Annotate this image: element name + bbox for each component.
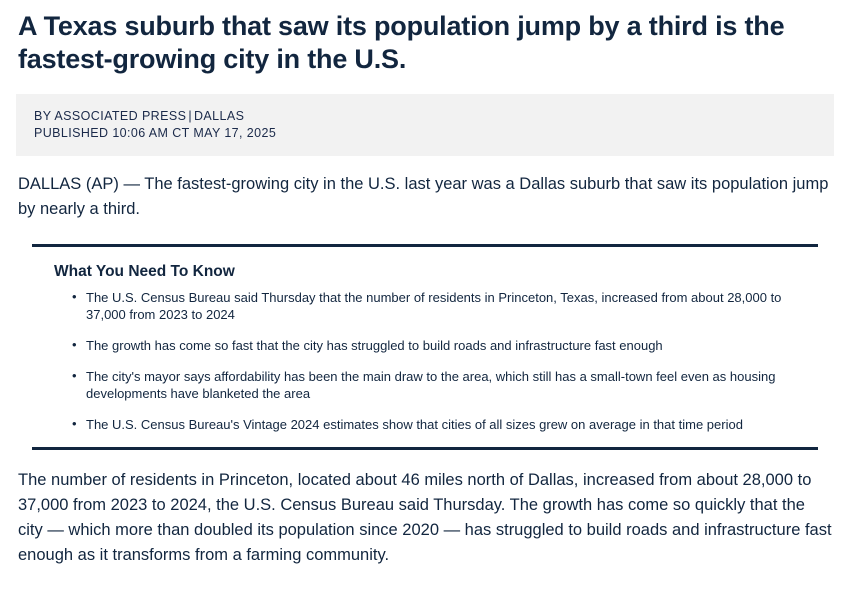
- article-page: [0, 10, 850, 598]
- key-points-title: What You Need To Know: [54, 263, 235, 280]
- page-title: A Texas suburb that saw its population jump by a third is the fastest-growing city in the U.S.: [18, 11, 785, 74]
- list-item: • The growth has come so fast that the city has struggled to build roads and infrastructure fast enough: [72, 337, 808, 354]
- byline-dateline: DALLAS: [193, 109, 245, 123]
- body-paragraph: The number of residents in Princeton, located about 46 miles north of Dallas, increased from about 28,000 to 37,000 from 2023 to 2024, the U.S. Census Bureau said Thursday. The growth has come so quickly that the city — which more than doubled its population since 2020 — has struggled to build roads and infrastructure fast enough as it transforms from a farming community.: [18, 471, 832, 564]
- byline: [34, 108, 816, 125]
- list-item: • The U.S. Census Bureau's Vintage 2024 estimates show that cities of all sizes grew on average in that time period: [72, 416, 808, 433]
- what-you-need-to-know-box: [32, 244, 818, 450]
- key-points-list: [32, 289, 818, 433]
- list-item: • The U.S. Census Bureau said Thursday that the number of residents in Princeton, Texas, increased from about 28,000 to 37,000 from 2023 to 2024: [72, 289, 808, 323]
- published-timestamp: PUBLISHED 10:06 AM CT MAY 17, 2025: [34, 126, 277, 140]
- lede-paragraph: DALLAS (AP) — The fastest-growing city in the U.S. last year was a Dallas suburb that saw its population jump by nearly a third.: [18, 175, 829, 218]
- byline-separator: |: [188, 109, 192, 123]
- byline-block: [16, 94, 834, 156]
- list-item: • The city's mayor says affordability has been the main draw to the area, which still has a small-town feel even as housing developments have blanketed the area: [72, 368, 808, 402]
- byline-author: BY ASSOCIATED PRESS: [34, 109, 187, 123]
